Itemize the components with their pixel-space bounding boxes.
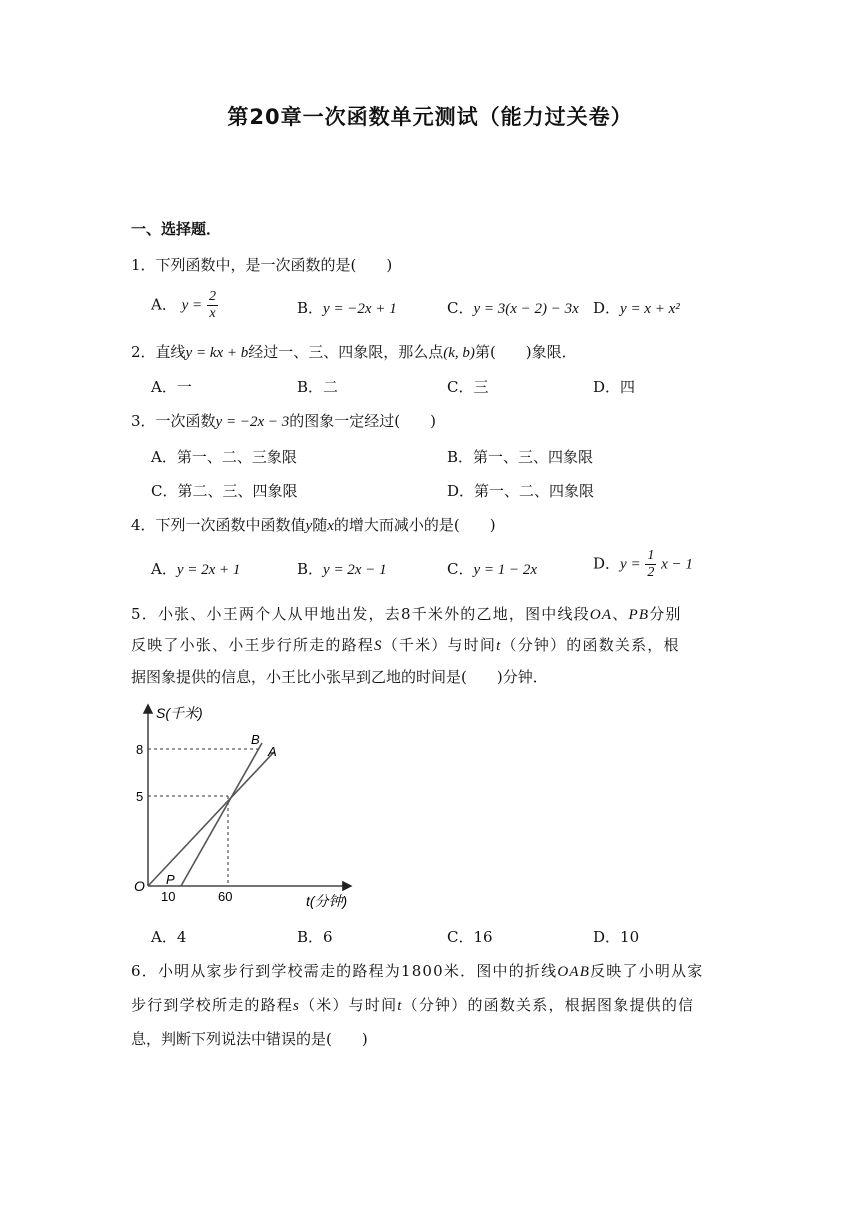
q1-a-fraction: $\frac{2}{x}$ [208, 289, 216, 321]
q1-option-b: B．y = −2x + 1 [297, 299, 397, 317]
question-6-line-3: 息，判断下列说法中错误的是( ) [131, 1030, 368, 1048]
q3-option-d: D．第一、二、四象限 [447, 482, 595, 500]
q3-option-a: A．第一、二、三象限 [151, 448, 297, 466]
q1-option-d: D．y = x + x² [593, 299, 680, 317]
x-axis-label: t(分钟) [306, 893, 348, 909]
question-2-stem: 2．直线y = kx + b经过一、三、四象限，那么点(k, b)第( )象限． [131, 343, 577, 361]
question-1-stem: 1．下列函数中，是一次函数的是( ) [131, 256, 393, 274]
point-p-label: P [166, 872, 175, 887]
x-tick-10: 10 [161, 889, 176, 904]
q3-option-c: C．第二、三、四象限 [151, 482, 298, 500]
q4-option-c: C．y = 1 − 2x [447, 560, 538, 578]
q1-option-c: C．y = 3(x − 2) − 3x [447, 299, 579, 317]
x-tick-60: 60 [218, 889, 233, 904]
y-axis-label: S(千米) [156, 705, 203, 721]
question-6-line-2: 步行到学校所走的路程s（米）与时间t（分钟）的函数关系，根据图象提供的信 [131, 996, 695, 1014]
distance-time-graph [128, 698, 368, 914]
q2-option-b: B．二 [297, 378, 339, 396]
q1-option-a: A． y = $\frac{2}{x}$ [151, 289, 216, 321]
q2-option-d: D．四 [593, 378, 636, 396]
q5-option-a: A．4 [151, 928, 187, 946]
point-b-label: B [251, 732, 260, 747]
q4-option-a: A．y = 2x + 1 [151, 560, 241, 578]
y-tick-5: 5 [136, 789, 144, 804]
origin-label: O [134, 878, 145, 894]
segment-OA [148, 752, 274, 886]
y-tick-8: 8 [136, 742, 144, 757]
segment-PB [181, 743, 262, 886]
q5-option-b: B．6 [297, 928, 333, 946]
question-5-line-3: 据图象提供的信息，小王比小张早到乙地的时间是( )分钟． [131, 668, 548, 686]
q2-option-a: A．一 [151, 378, 192, 396]
q5-option-d: D．10 [593, 928, 640, 946]
q5-option-c: C．16 [447, 928, 493, 946]
q4-d-fraction: $\frac{1}{2}$ [647, 548, 655, 580]
section-heading: 一、选择题． [131, 220, 222, 238]
q2-option-c: C．三 [447, 378, 489, 396]
q4-option-d: D．y = $\frac{1}{2}$ x − 1 [593, 548, 693, 580]
question-6-line-1: 6．小明从家步行到学校需走的路程为1800米．图中的折线OAB反映了小明从家 [131, 962, 704, 980]
point-a-label: A [268, 744, 277, 759]
q3-option-b: B．第一、三、四象限 [447, 448, 594, 466]
q4-option-b: B．y = 2x − 1 [297, 560, 387, 578]
question-5-line-2: 反映了小张、小王步行所走的路程S（千米）与时间t（分钟）的函数关系，根 [131, 636, 680, 654]
question-3-stem: 3．一次函数y = −2x − 3的图象一定经过( ) [131, 412, 436, 430]
question-4-stem: 4．下列一次函数中函数值y随x的增大而减小的是( ) [131, 516, 496, 534]
question-5-line-1: 5．小张、小王两个人从甲地出发，去8千米外的乙地，图中线段OA、PB分别 [131, 605, 682, 623]
page-title: 第20章一次函数单元测试（能力过关卷） [227, 105, 633, 129]
